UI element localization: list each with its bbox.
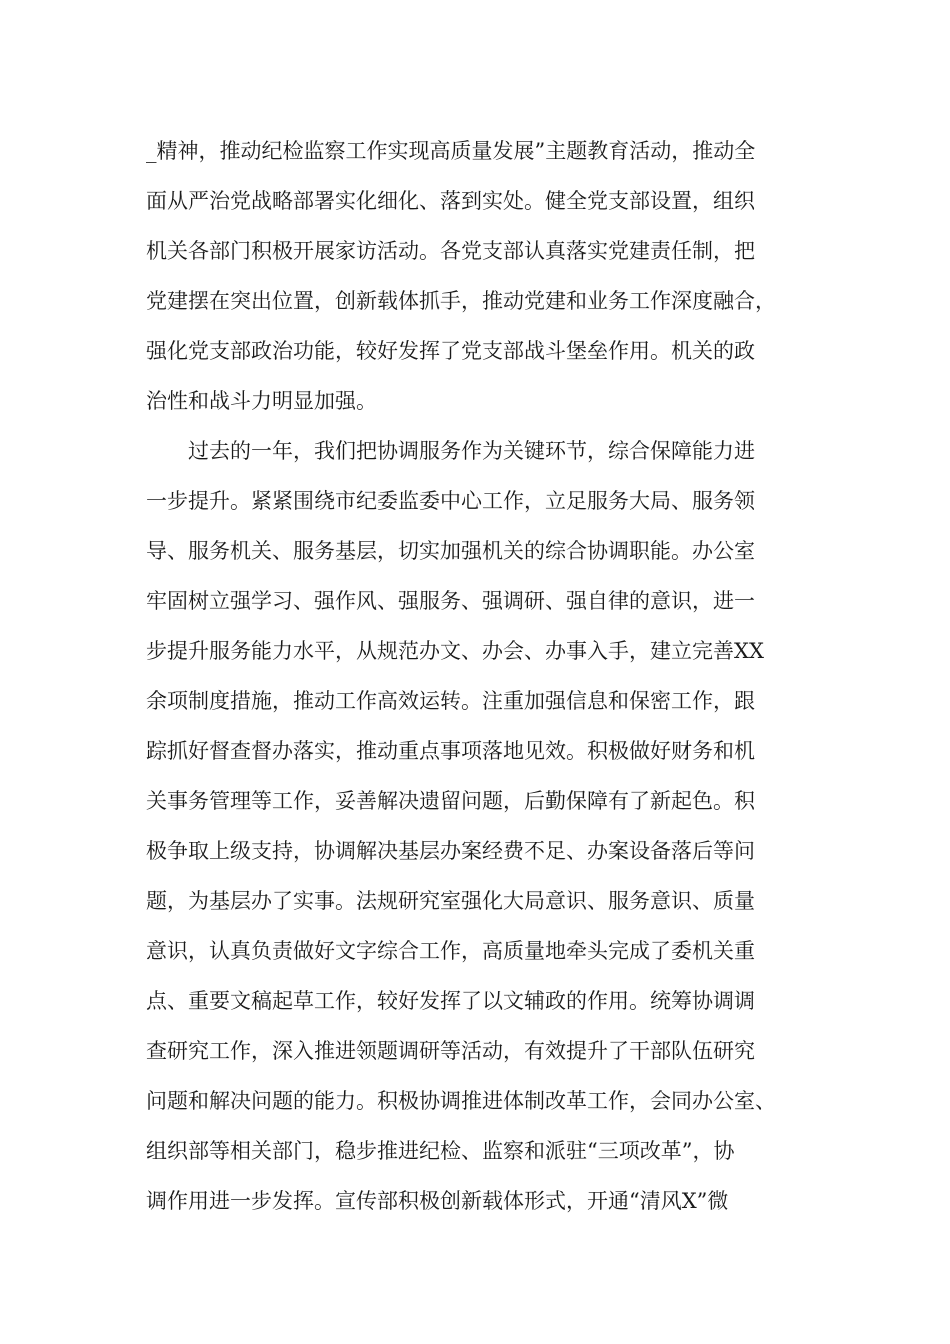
text-line: 一步提升。紧紧围绕市纪委监委中心工作，立足服务大局、服务领 bbox=[146, 489, 755, 513]
text-line: 步提升服务能力水平，从规范办文、办会、办事入手，建立完善XX bbox=[146, 639, 764, 663]
text-line: 余项制度措施，推动工作高效运转。注重加强信息和保密工作，跟 bbox=[146, 689, 755, 713]
text-line: 点、重要文稿起草工作，较好发挥了以文辅政的作用。统筹协调调 bbox=[146, 989, 755, 1013]
text-line: 机关各部门积极开展家访活动。各党支部认真落实党建责任制，把 bbox=[146, 239, 755, 263]
text-line: 导、服务机关、服务基层，切实加强机关的综合协调职能。办公室 bbox=[146, 539, 755, 563]
text-line: 治性和战斗力明显加强。 bbox=[146, 389, 377, 413]
text-line: _精神，推动纪检监察工作实现高质量发展”主题教育活动，推动全 bbox=[146, 139, 756, 163]
text-line: 查研究工作，深入推进领题调研等活动，有效提升了干部队伍研究 bbox=[146, 1039, 755, 1063]
text-line: 意识，认真负责做好文字综合工作，高质量地牵头完成了委机关重 bbox=[146, 939, 755, 963]
text-line: 踪抓好督查督办落实，推动重点事项落地见效。积极做好财务和机 bbox=[146, 739, 755, 763]
text-line: 问题和解决问题的能力。积极协调推进体制改革工作，会同办公室、 bbox=[146, 1089, 776, 1113]
text-line: 党建摆在突出位置，创新载体抓手，推动党建和业务工作深度融合， bbox=[146, 289, 776, 313]
text-line: 关事务管理等工作，妥善解决遗留问题，后勤保障有了新起色。积 bbox=[146, 789, 755, 813]
paragraph-first-line: 过去的一年，我们把协调服务作为关键环节，综合保障能力进 bbox=[188, 439, 755, 463]
text-line: 牢固树立强学习、强作风、强服务、强调研、强自律的意识，进一 bbox=[146, 589, 755, 613]
text-line: 面从严治党战略部署实化细化、落到实处。健全党支部设置，组织 bbox=[146, 189, 755, 213]
text-line: 强化党支部政治功能，较好发挥了党支部战斗堡垒作用。机关的政 bbox=[146, 339, 755, 363]
body-text bbox=[146, 126, 808, 1226]
text-line: 组织部等相关部门，稳步推进纪检、监察和派驻“三项改革”，协 bbox=[146, 1139, 735, 1163]
text-line: 极争取上级支持，协调解决基层办案经费不足、办案设备落后等问 bbox=[146, 839, 755, 863]
text-line: 题，为基层办了实事。法规研究室强化大局意识、服务意识、质量 bbox=[146, 889, 755, 913]
text-line: 调作用进一步发挥。宣传部积极创新载体形式，开通“清风X”微 bbox=[146, 1189, 729, 1213]
